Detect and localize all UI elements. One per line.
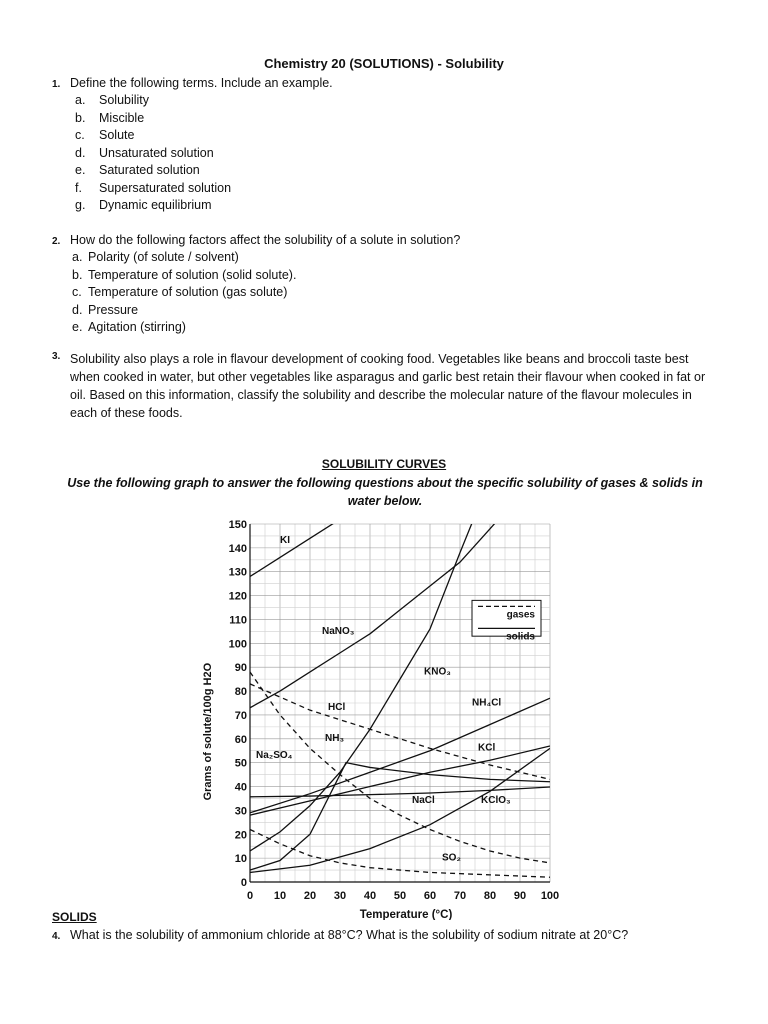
- y-tick-label: 50: [234, 757, 247, 770]
- x-tick-label: 60: [423, 890, 437, 902]
- list-item: e. Saturated solution: [75, 163, 200, 177]
- x-tick-label: 90: [513, 890, 527, 902]
- series-label-ki: KI: [280, 535, 290, 547]
- y-tick-label: 40: [234, 781, 247, 794]
- x-tick-label: 70: [453, 890, 467, 902]
- y-tick-label: 110: [229, 614, 247, 627]
- x-tick-label: 20: [303, 890, 317, 902]
- y-tick-label: 60: [234, 733, 247, 746]
- list-item: d. Pressure: [72, 302, 139, 317]
- series-label-kcl: KCl: [478, 742, 496, 754]
- x-tick-label: 0: [246, 890, 254, 902]
- series-label-kclo3: KClO₃: [481, 795, 511, 807]
- question-text: What is the solubility of ammonium chloride at 88°C? What is the solubility of sodium nitrate at 20°C?: [70, 928, 629, 942]
- question-4: [52, 928, 628, 942]
- question-number: 3.: [52, 351, 61, 362]
- instruction-text: Use the following graph to answer the following questions about the specific solubility of gases & solids in water below.: [67, 476, 703, 508]
- y-tick-label: 20: [234, 829, 247, 842]
- x-axis-label: Temperature (°C): [359, 909, 453, 920]
- question-number: 2.: [52, 236, 61, 247]
- series-label-na2so4: Na₂SO₄: [256, 749, 293, 761]
- y-tick-label: 100: [228, 638, 247, 651]
- section-heading-solids: SOLIDS: [52, 910, 97, 924]
- list-item: c. Temperature of solution (gas solute): [72, 285, 288, 299]
- x-tick-label: 40: [363, 890, 377, 902]
- list-item: b. Temperature of solution (solid solute).: [72, 267, 297, 282]
- y-tick-label: 90: [234, 662, 247, 675]
- list-item: g. Dynamic equilibrium: [75, 198, 212, 212]
- list-item: e. Agitation (stirring): [72, 320, 186, 334]
- series-label-so2: SO₂: [442, 852, 461, 864]
- list-item: a. Solubility: [75, 93, 150, 107]
- x-tick-label: 10: [273, 890, 287, 902]
- series-label-nh3: NH₃: [325, 733, 345, 745]
- list-item: f. Supersaturated solution: [75, 180, 232, 195]
- y-tick-label: 120: [228, 590, 247, 603]
- y-tick-label: 0: [240, 877, 247, 889]
- x-tick-label: 30: [333, 890, 347, 902]
- series-label-nh4cl: NH₄Cl: [472, 697, 502, 709]
- legend-label-solids: solids: [506, 631, 535, 643]
- x-tick-label: 50: [393, 890, 407, 902]
- series-label-kno3: KNO₃: [424, 666, 451, 678]
- y-tick-label: 80: [234, 686, 247, 699]
- series-label-nacl: NaCl: [412, 795, 435, 807]
- series-label-nano3: NaNO₃: [322, 625, 355, 637]
- section-heading: SOLUBILITY CURVES: [321, 457, 447, 471]
- question-text: How do the following factors affect the solubility of a solute in solution?: [70, 233, 461, 247]
- y-axis-label: Grams of solute/100g H2O: [202, 662, 214, 801]
- question-1: [52, 75, 722, 94]
- list-item: b. Miscible: [75, 110, 145, 125]
- y-tick-label: 150: [228, 519, 247, 531]
- question-3-text: Solubility also plays a role in flavour development of cooking food. Vegetables like beans and broccoli taste best when cooked in water, but other vegetables like asparagus and garlic best retain their flavour when cooked in fat or oil. Based on this information, classify the solubility and describe the molecular nature of the flavour molecules in each of these foods.: [70, 352, 706, 420]
- y-tick-label: 130: [228, 566, 247, 579]
- list-item: d. Unsaturated solution: [75, 145, 214, 160]
- y-tick-label: 140: [228, 542, 247, 555]
- list-item: a. Polarity (of solute / solvent): [72, 250, 239, 264]
- y-tick-label: 10: [234, 853, 247, 866]
- page-title: Chemistry 20 (SOLUTIONS) - Solubility: [264, 56, 504, 71]
- series-label-hcl: HCl: [328, 702, 346, 714]
- question-text: Define the following terms. Include an example.: [70, 76, 333, 90]
- question-number: 4.: [52, 931, 61, 942]
- x-tick-label: 100: [540, 890, 560, 902]
- solubility-chart: [195, 512, 575, 920]
- question-1-items: [75, 92, 231, 215]
- y-tick-label: 30: [234, 805, 247, 818]
- x-tick-label: 80: [483, 890, 497, 902]
- question-2-items: [72, 249, 296, 337]
- question-2: [52, 232, 722, 251]
- y-tick-label: 70: [234, 709, 247, 722]
- list-item: c. Solute: [75, 128, 135, 142]
- question-number: 1.: [52, 79, 61, 90]
- legend-label-gases: gases: [506, 609, 535, 621]
